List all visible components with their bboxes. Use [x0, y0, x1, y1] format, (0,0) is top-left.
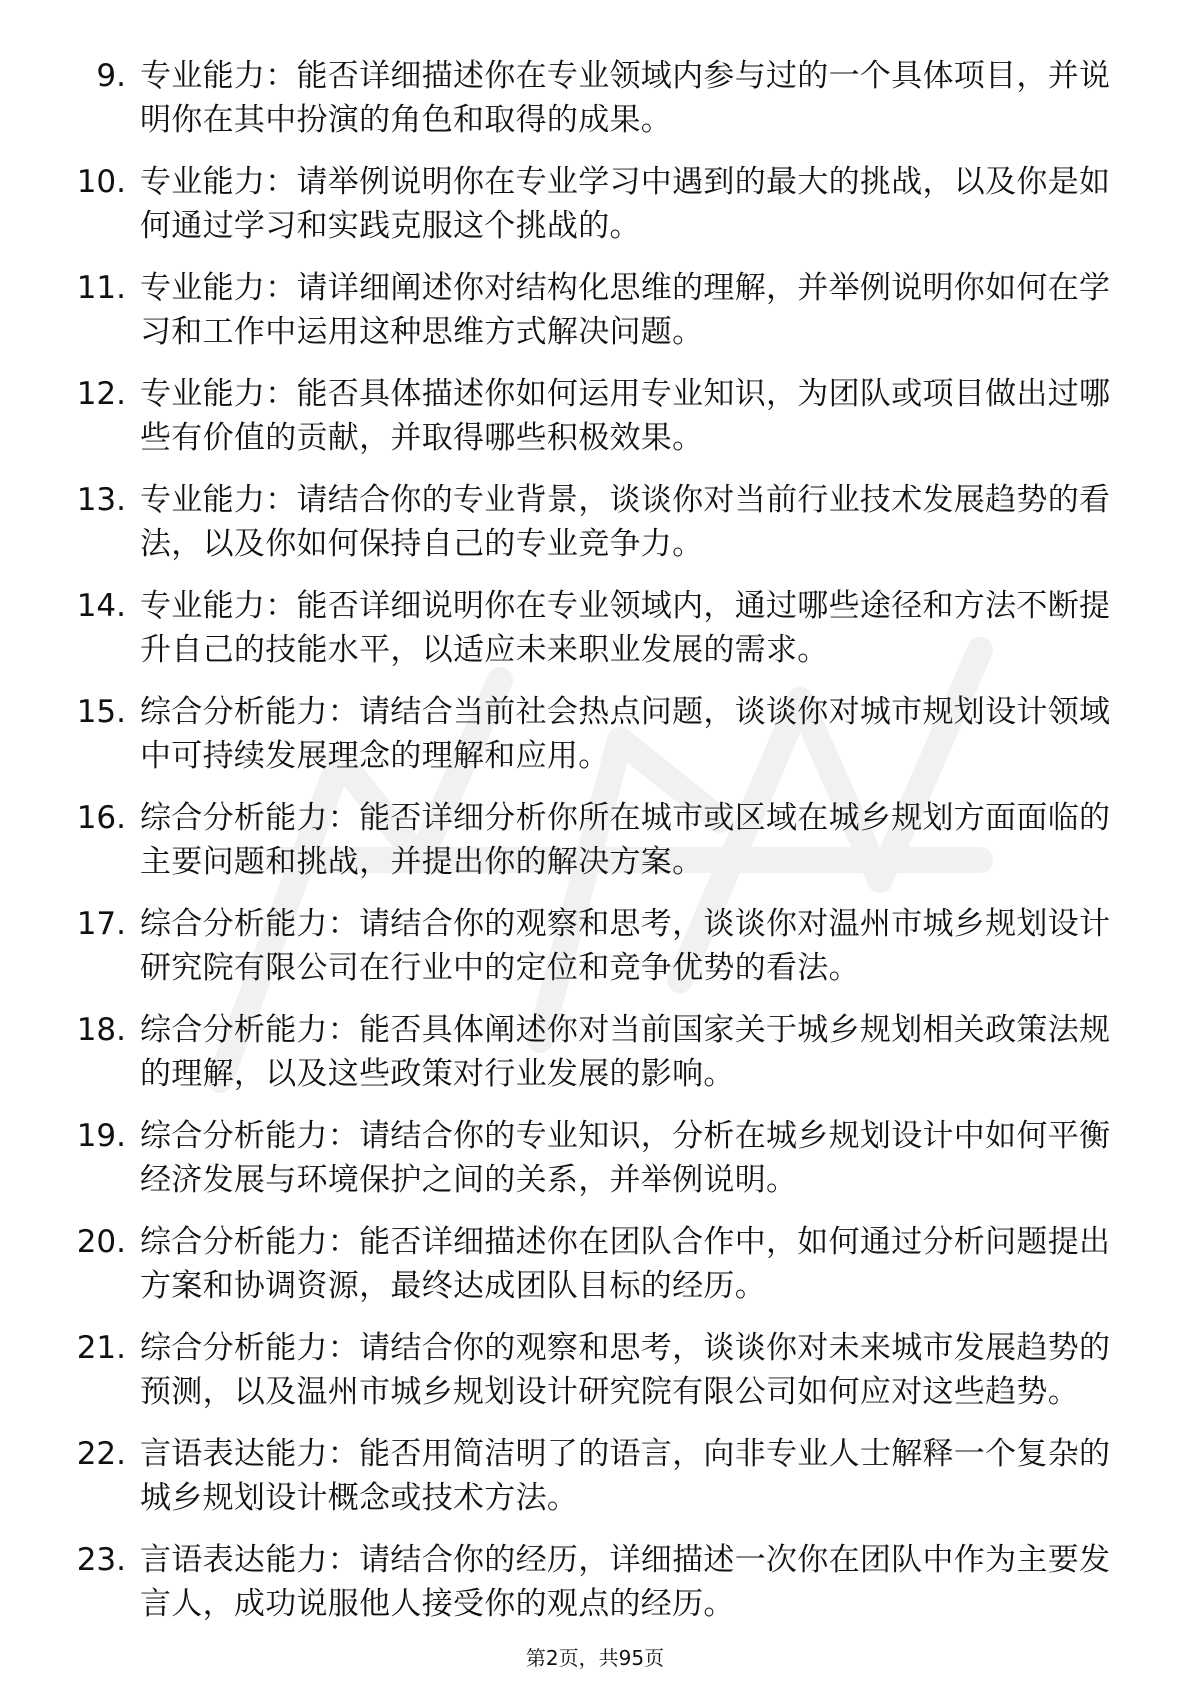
- question-text: 综合分析能力：请结合你的观察和思考，谈谈你对温州市城乡规划设计研究院有限公司在行业中的定位和竞争优势的看法。: [140, 906, 1111, 986]
- question-item: [56, 160, 1116, 248]
- question-number: 20.: [76, 1224, 126, 1260]
- question-number: 15.: [76, 694, 126, 730]
- question-item: [56, 54, 1116, 142]
- question-item: [56, 1220, 1116, 1308]
- question-item: [56, 584, 1116, 672]
- question-text: 言语表达能力：能否用简洁明了的语言，向非专业人士解释一个复杂的城乡规划设计概念或技术方法。: [140, 1436, 1111, 1516]
- question-item: [56, 1326, 1116, 1414]
- question-number: 16.: [76, 800, 126, 836]
- question-text: 综合分析能力：能否详细分析你所在城市或区域在城乡规划方面面临的主要问题和挑战，并提出你的解决方案。: [140, 800, 1111, 880]
- question-item: [56, 372, 1116, 460]
- question-item: [56, 1008, 1116, 1096]
- question-list: [56, 54, 1116, 1644]
- question-item: [56, 266, 1116, 354]
- question-number: 22.: [76, 1436, 126, 1472]
- question-text: 综合分析能力：能否详细描述你在团队合作中，如何通过分析问题提出方案和协调资源，最终达成团队目标的经历。: [140, 1224, 1111, 1304]
- question-text: 言语表达能力：请结合你的经历，详细描述一次你在团队中作为主要发言人，成功说服他人接受你的观点的经历。: [140, 1542, 1111, 1622]
- question-item: [56, 1538, 1116, 1626]
- question-number: 23.: [76, 1542, 126, 1578]
- question-text: 综合分析能力：请结合当前社会热点问题，谈谈你对城市规划设计领域中可持续发展理念的理解和应用。: [140, 694, 1111, 774]
- question-number: 13.: [76, 482, 126, 518]
- question-number: 14.: [76, 588, 126, 624]
- question-item: [56, 478, 1116, 566]
- question-text: 综合分析能力：请结合你的专业知识，分析在城乡规划设计中如何平衡经济发展与环境保护之间的关系，并举例说明。: [140, 1118, 1111, 1198]
- question-item: [56, 796, 1116, 884]
- question-number: 10.: [76, 164, 126, 200]
- question-text: 专业能力：能否详细说明你在专业领域内，通过哪些途径和方法不断提升自己的技能水平，以适应未来职业发展的需求。: [140, 588, 1111, 668]
- question-number: 9.: [96, 58, 126, 94]
- question-item: [56, 1114, 1116, 1202]
- question-text: 专业能力：能否详细描述你在专业领域内参与过的一个具体项目，并说明你在其中扮演的角色和取得的成果。: [140, 58, 1111, 138]
- question-item: [56, 902, 1116, 990]
- question-number: 18.: [76, 1012, 126, 1048]
- page-footer: 第2页，共95页: [525, 1646, 665, 1670]
- question-text: 综合分析能力：能否具体阐述你对当前国家关于城乡规划相关政策法规的理解，以及这些政策对行业发展的影响。: [140, 1012, 1111, 1092]
- question-text: 专业能力：请详细阐述你对结构化思维的理解，并举例说明你如何在学习和工作中运用这种思维方式解决问题。: [140, 270, 1111, 350]
- question-text: 综合分析能力：请结合你的观察和思考，谈谈你对未来城市发展趋势的预测，以及温州市城乡规划设计研究院有限公司如何应对这些趋势。: [140, 1330, 1111, 1410]
- question-text: 专业能力：请举例说明你在专业学习中遇到的最大的挑战，以及你是如何通过学习和实践克服这个挑战的。: [140, 164, 1111, 244]
- question-text: 专业能力：请结合你的专业背景，谈谈你对当前行业技术发展趋势的看法，以及你如何保持自己的专业竞争力。: [140, 482, 1111, 562]
- question-number: 17.: [76, 906, 126, 942]
- question-number: 12.: [76, 376, 126, 412]
- question-number: 11.: [76, 270, 126, 306]
- question-item: [56, 690, 1116, 778]
- question-item: [56, 1432, 1116, 1520]
- question-number: 19.: [76, 1118, 126, 1154]
- question-number: 21.: [76, 1330, 126, 1366]
- question-text: 专业能力：能否具体描述你如何运用专业知识，为团队或项目做出过哪些有价值的贡献，并取得哪些积极效果。: [140, 376, 1111, 456]
